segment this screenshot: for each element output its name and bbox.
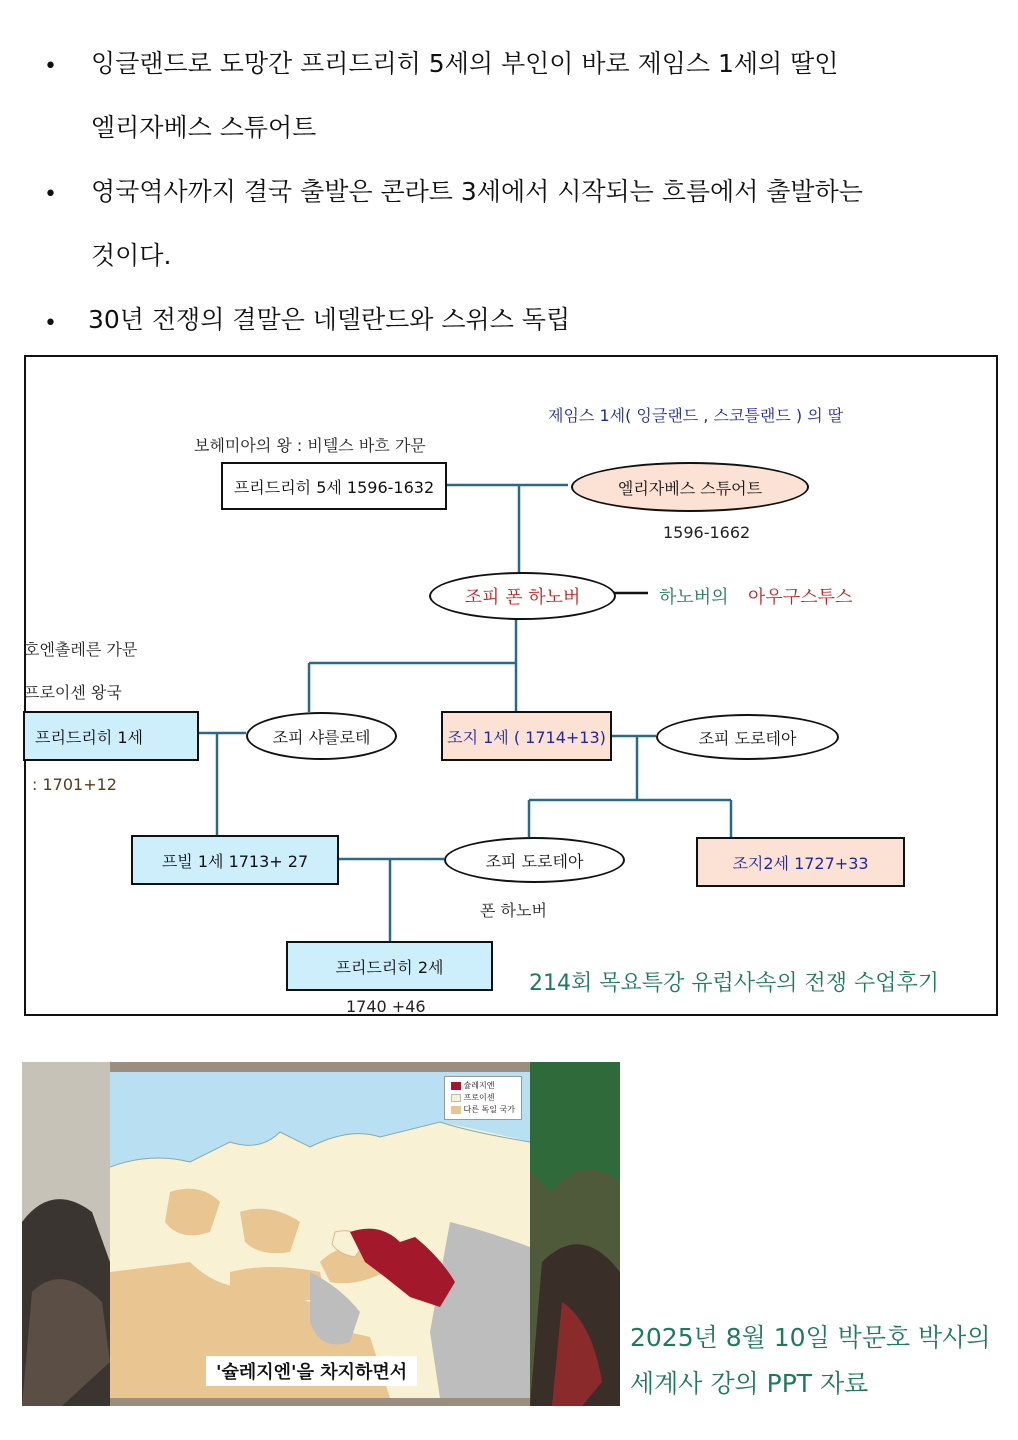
legend-item-silesia [451,1080,515,1092]
map-shapes [110,1072,530,1398]
bullet-dot: • [44,311,57,336]
james-daughter-note: 제임스 1세( 잉글랜드 , 스코틀랜드 ) 의 딸 [548,406,844,425]
legend-swatch [451,1082,461,1090]
source-note-line-2: 세계사 강의 PPT 자료 [630,1369,869,1398]
george-1-box: 조지 1세 ( 1714+13) [441,711,612,761]
source-note-line-1: 2025년 8월 10일 박문호 박사의 [630,1323,991,1352]
bullet-3-line-1: 30년 전쟁의 결말은 네델란드와 스위스 독립 [88,305,571,334]
family-tree-diagram [24,355,998,1016]
legend-label: 프로이센 [463,1093,495,1102]
hanover-prefix: 하노버의 [659,587,729,608]
friedrich-2-years: 1740 +46 [346,997,426,1016]
bullet-1-line-2: 엘리자베스 스튜어트 [91,113,317,142]
friedrich-1-years: : 1701+12 [32,775,117,794]
map-legend [444,1076,522,1120]
bullet-2-line-2: 것이다. [91,241,172,270]
bullet-dot: • [44,182,57,207]
legend-swatch [451,1106,461,1114]
sophie-dorothea-oval-2: 조피 도로테아 [444,837,625,883]
sophie-von-hanover-label: 조피 폰 하노버 [464,587,581,608]
friedrich-2-box: 프리드리히 2세 [286,941,493,991]
hanover-augustus-note [659,583,852,609]
legend-swatch [451,1094,461,1102]
friedrich-1-label: 프리드리히 1세 [35,727,144,747]
friedrich-5-box: 프리드리히 5세 1596-1632 [221,462,447,510]
friedrich-1-box [23,711,199,761]
hohenzollern-note: 호엔촐레른 가문 [24,640,138,659]
elizabeth-years: 1596-1662 [663,523,751,542]
silesia-map-image [22,1062,620,1406]
bullet-dot: • [44,54,57,79]
bullet-1-line-1: 잉글랜드로 도망간 프리드리히 5세의 부인이 바로 제임스 1세의 딸인 [91,49,839,78]
prussia-kingdom-note: 프로이센 왕국 [24,683,122,702]
hanover-name: 아우구스투스 [748,587,853,608]
sophie-charlotte-oval: 조피 샤를로테 [246,712,397,760]
map-panel [110,1072,530,1398]
sophie-von-hanover-oval [429,572,616,620]
legend-label: 다른 독일 국가 [463,1105,515,1114]
sophie-dorothea-oval-1: 조피 도로테아 [656,714,839,760]
bohemia-king-note: 보헤미아의 왕 : 비텔스 바흐 가문 [194,436,426,455]
legend-item-other-german-states [451,1104,515,1116]
legend-label: 슐레지엔 [463,1081,495,1090]
von-hanover-note: 폰 하노버 [480,901,547,920]
elizabeth-stuart-oval: 엘리자베스 스튜어트 [571,462,809,512]
friedrich-wilhelm-1-box: 프빌 1세 1713+ 27 [131,835,339,885]
bullet-2-line-1: 영국역사까지 결국 출발은 콘라트 3세에서 시작되는 흐름에서 출발하는 [91,177,863,206]
george-2-box: 조지2세 1727+33 [696,837,905,887]
lecture-review-note: 214회 목요특강 유럽사속의 전쟁 수업후기 [529,971,939,996]
map-caption: '슐레지엔'을 차지하면서 [206,1356,417,1386]
legend-item-prussia [451,1092,515,1104]
